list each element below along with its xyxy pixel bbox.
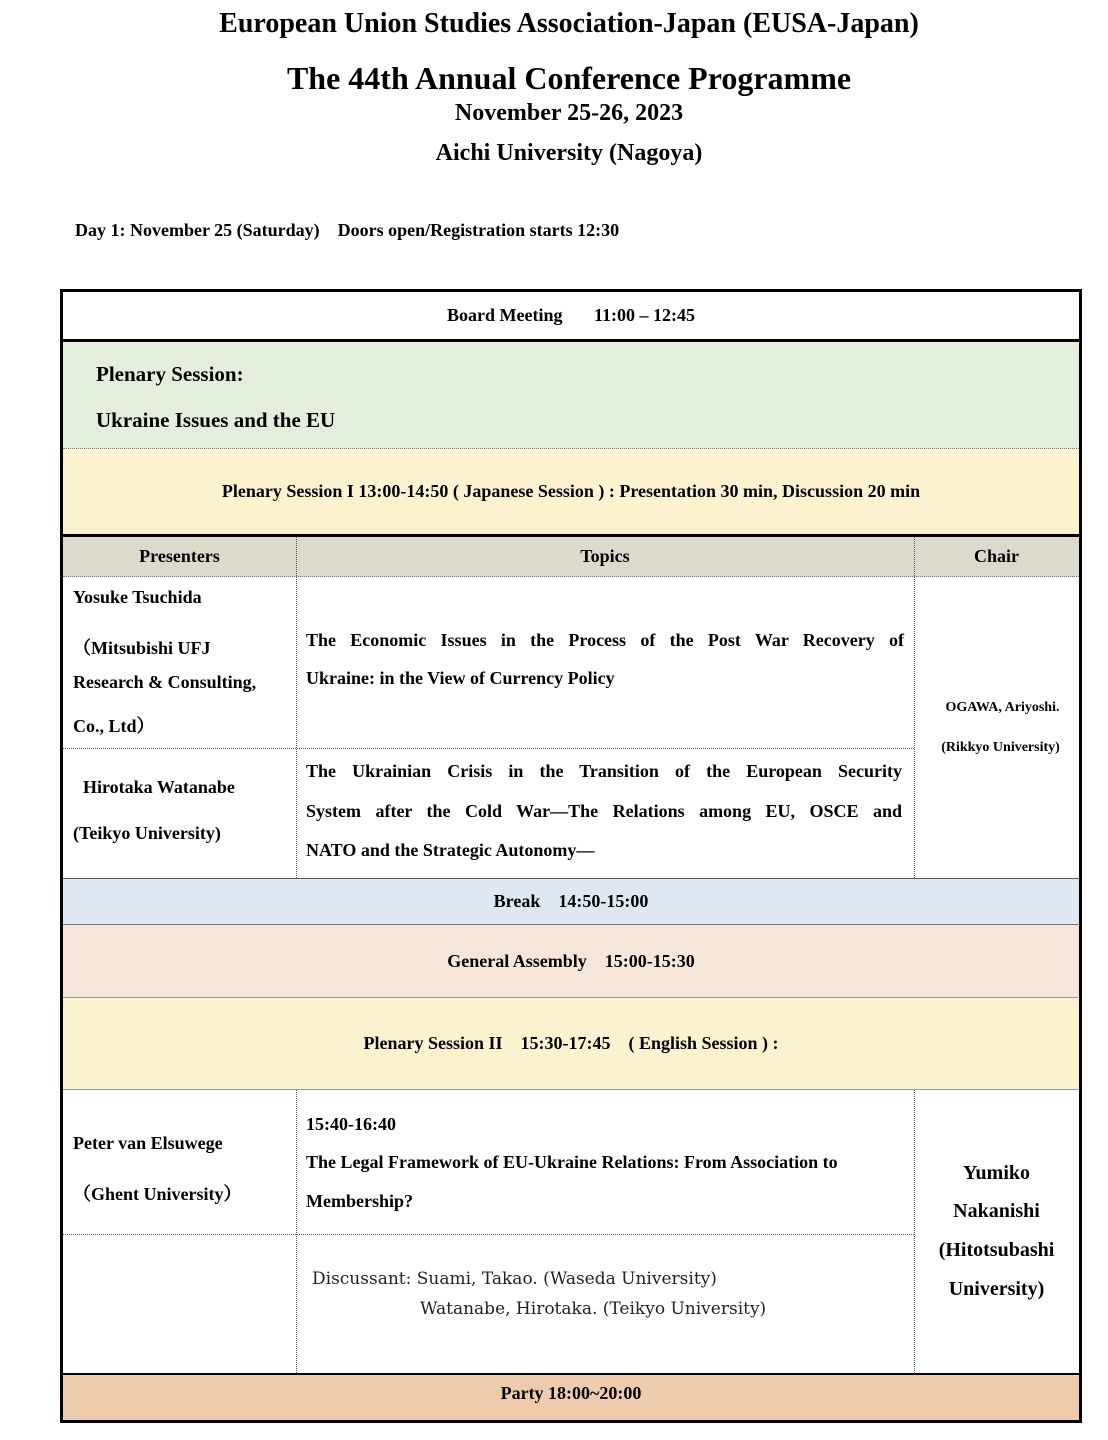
discussant-1: Discussant: Suami, Takao. (Waseda University) bbox=[312, 1269, 717, 1289]
programme-table bbox=[60, 289, 1082, 1423]
chair2-affiliation: University) bbox=[948, 1278, 1045, 1300]
conference-title: The 44th Annual Conference Programme bbox=[286, 60, 852, 96]
chair2-name: Nakanishi bbox=[953, 1200, 1040, 1222]
presenter2-topic: The Ukrainian Crisis in the Transition of the European Security bbox=[306, 761, 902, 781]
presenter3-topic: Membership? bbox=[306, 1191, 413, 1211]
presenter1-name: Yosuke Tsuchida bbox=[73, 587, 202, 607]
board-meeting-row bbox=[63, 292, 1079, 342]
break-row bbox=[63, 878, 1079, 925]
day1-info: Day 1: November 25 (Saturday) Doors open/Registration starts 12:30 bbox=[75, 220, 620, 240]
divider bbox=[63, 1234, 914, 1235]
presenter1-topic: Ukraine: in the View of Currency Policy bbox=[306, 668, 615, 688]
session2-time: 15:40-16:40 bbox=[306, 1114, 396, 1134]
presenter1-topic: The Economic Issues in the Process of the Post War Recovery of bbox=[306, 630, 904, 650]
chair2-affiliation: (Hitotsubashi bbox=[938, 1239, 1055, 1261]
conference-dates: November 25-26, 2023 bbox=[454, 100, 684, 126]
party-row bbox=[63, 1373, 1079, 1420]
plenary-theme: Ukraine Issues and the EU bbox=[96, 408, 336, 432]
col-chair: Chair bbox=[974, 546, 1019, 566]
divider bbox=[914, 1090, 915, 1373]
col-presenters: Presenters bbox=[139, 546, 220, 566]
general-assembly-text: General Assembly 15:00-15:30 bbox=[447, 950, 695, 971]
presenter3-name: Peter van Elsuwege bbox=[73, 1133, 223, 1153]
presenter1-affiliation: Co., Ltd） bbox=[73, 716, 155, 736]
chair2-name: Yumiko bbox=[962, 1162, 1031, 1184]
presenter2-name: Hirotaka Watanabe bbox=[83, 777, 235, 797]
session2-heading-row bbox=[63, 998, 1079, 1090]
chair1-name: OGAWA, Ariyoshi. bbox=[945, 700, 1060, 715]
presenter1-affiliation: Research & Consulting, bbox=[73, 672, 257, 692]
presenter3-topic: The Legal Framework of EU-Ukraine Relations: From Association to bbox=[306, 1152, 838, 1172]
presenter3-affiliation: （Ghent University） bbox=[73, 1184, 242, 1204]
break-text: Break 14:50-15:00 bbox=[493, 891, 649, 911]
org-name: European Union Studies Association-Japan (EUSA-Japan) bbox=[219, 8, 919, 39]
party-text: Party 18:00~20:00 bbox=[500, 1383, 642, 1403]
col-topics: Topics bbox=[580, 546, 630, 566]
session1-heading-row bbox=[63, 449, 1079, 537]
presenter1-affiliation: （Mitsubishi UFJ bbox=[73, 638, 211, 658]
divider bbox=[296, 1090, 297, 1373]
chair1-affiliation: (Rikkyo University) bbox=[941, 740, 1060, 755]
conference-venue: Aichi University (Nagoya) bbox=[435, 140, 703, 166]
divider bbox=[63, 748, 914, 749]
session2-heading: Plenary Session II 15:30-17:45 ( English Session ) : bbox=[363, 1033, 779, 1053]
plenary-theme-row bbox=[63, 342, 1079, 449]
plenary-label: Plenary Session: bbox=[96, 362, 244, 386]
board-meeting-text: Board Meeting 11:00 – 12:45 bbox=[447, 305, 695, 325]
column-header-row bbox=[63, 537, 1079, 577]
session1-heading: Plenary Session I 13:00-14:50 ( Japanese Session ) : Presentation 30 min, Discussion 20 min bbox=[221, 481, 921, 501]
presenter2-affiliation: (Teikyo University) bbox=[73, 823, 221, 843]
presenter2-topic: NATO and the Strategic Autonomy— bbox=[306, 840, 595, 860]
discussant-2: Watanabe, Hirotaka. (Teikyo University) bbox=[420, 1299, 767, 1319]
presenter2-topic: System after the Cold War—The Relations among EU, OSCE and bbox=[306, 801, 902, 821]
general-assembly-row bbox=[63, 925, 1079, 998]
divider bbox=[296, 537, 297, 878]
